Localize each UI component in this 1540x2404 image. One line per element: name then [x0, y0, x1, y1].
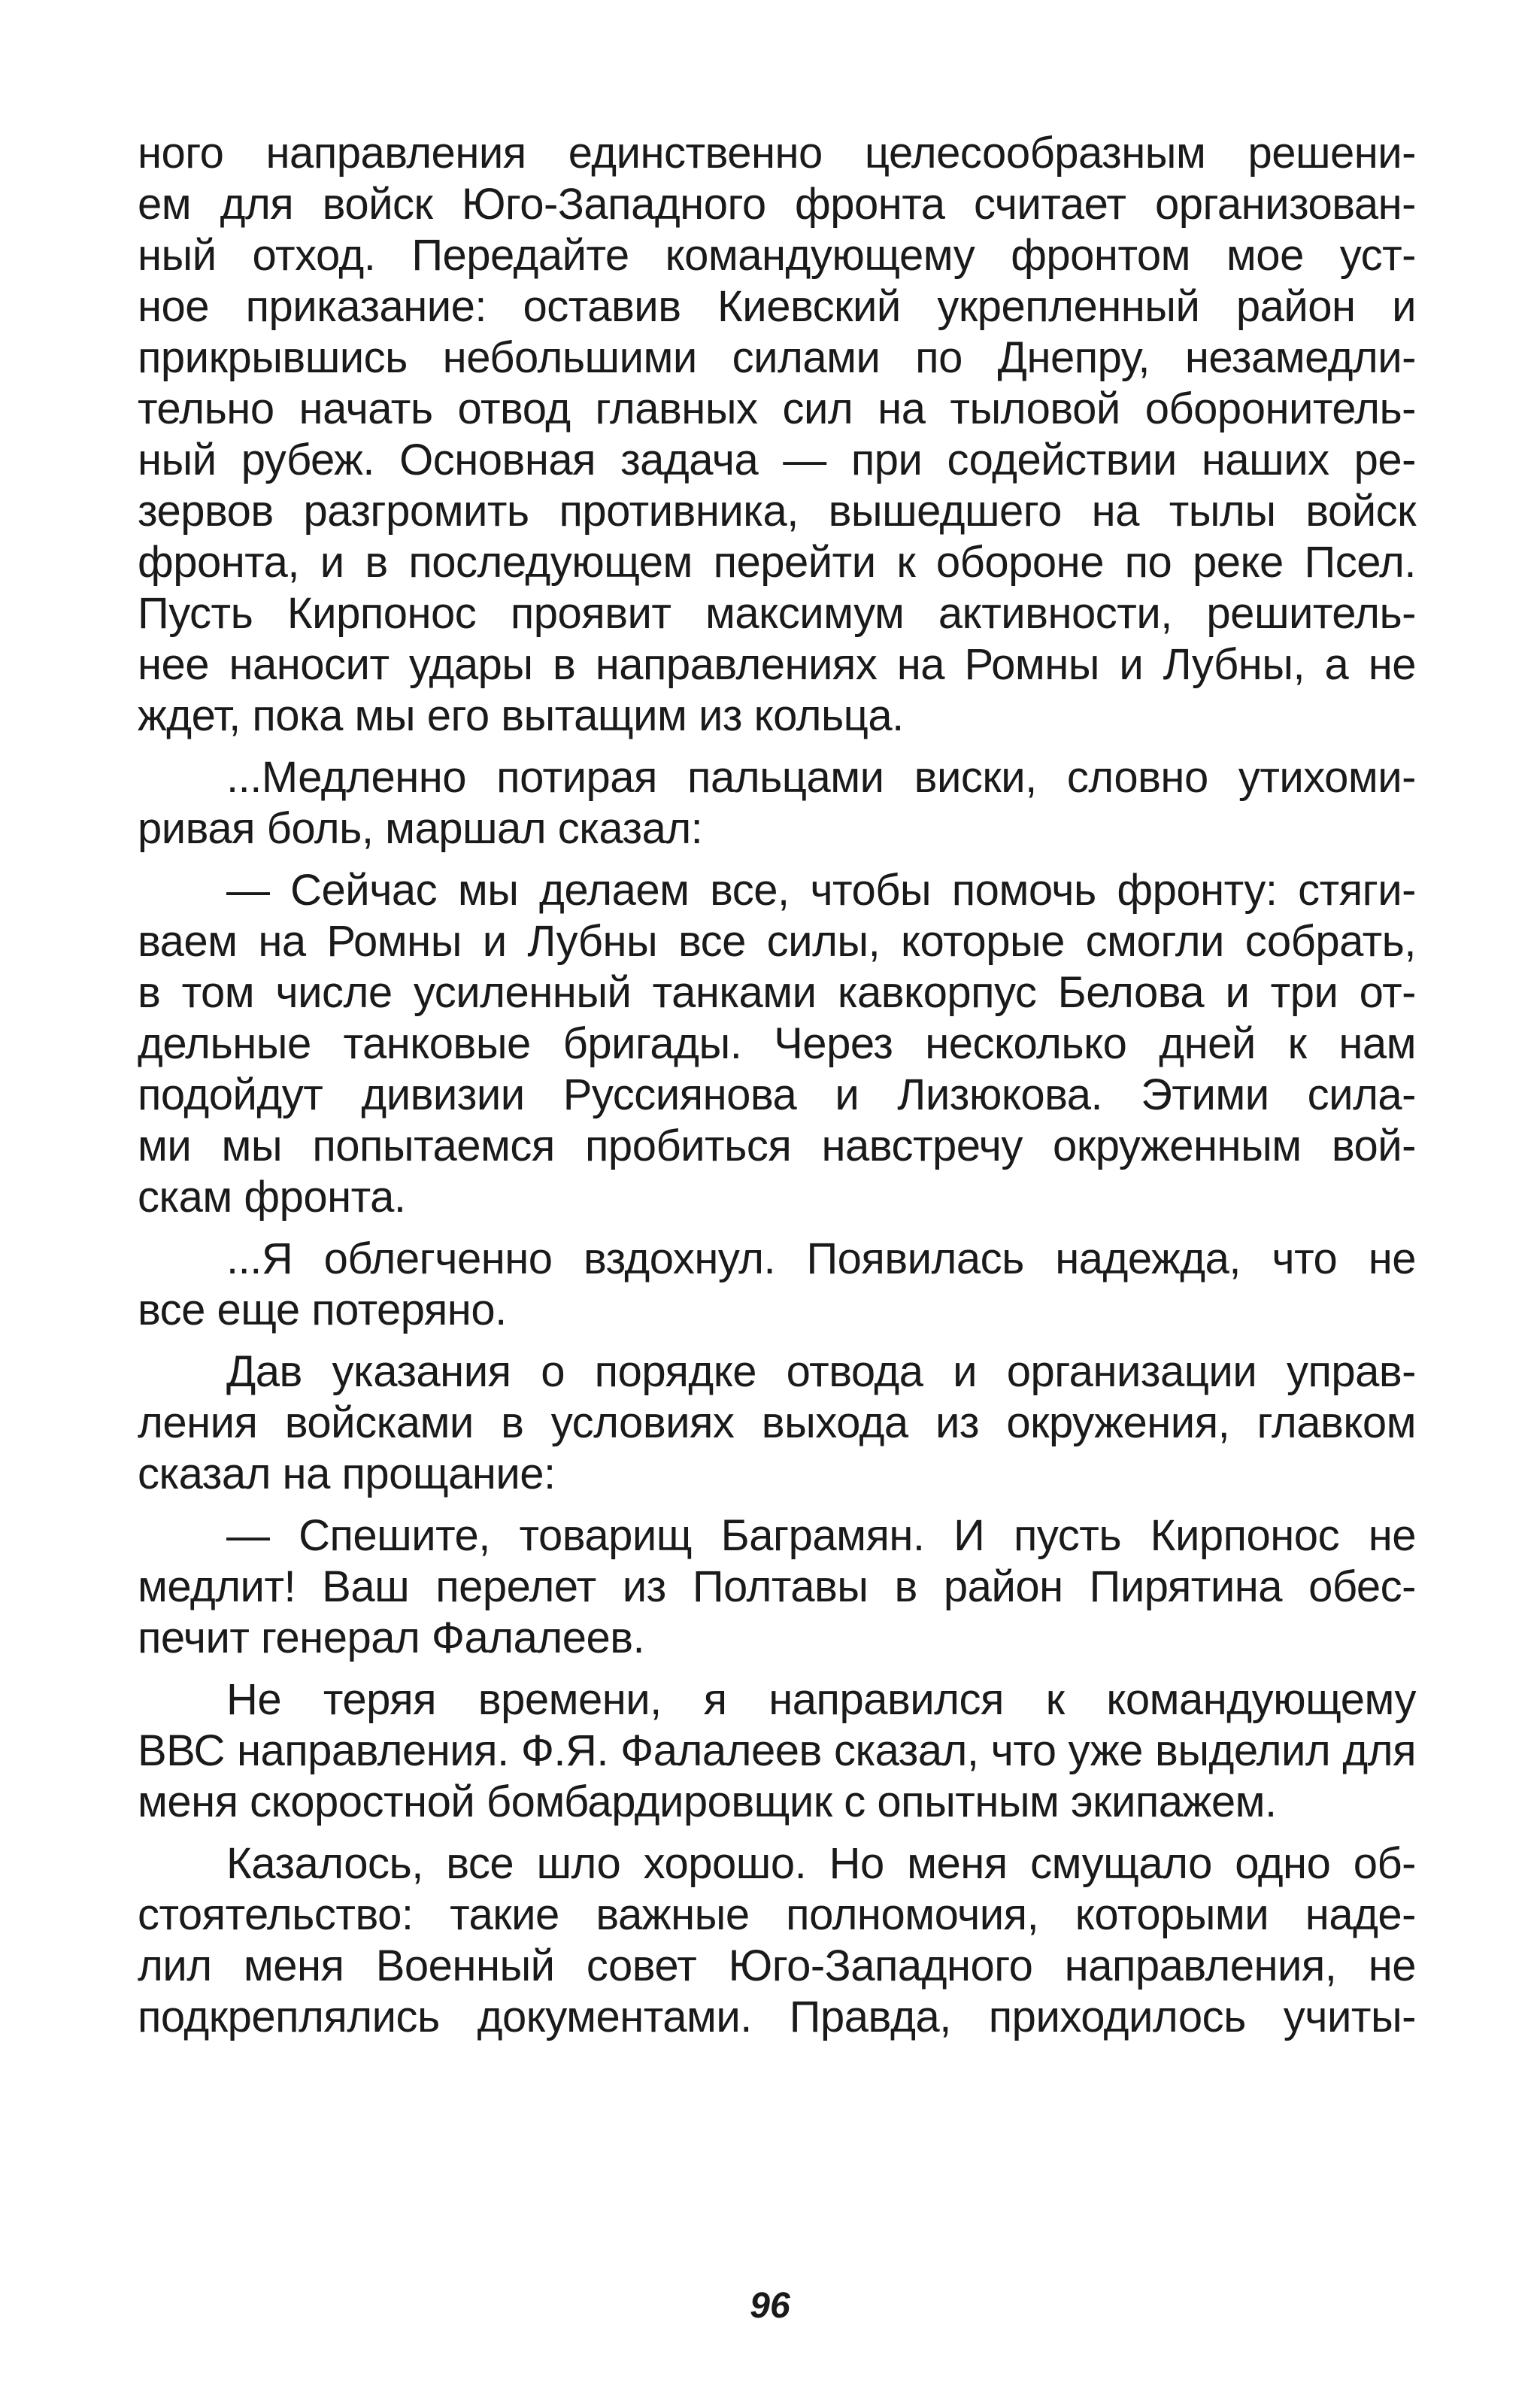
text-line: медлит! Ваш перелет из Полтавы в район Пирятина обес- — [138, 1562, 1416, 1611]
paragraph-gap — [138, 1664, 1416, 1674]
text-line: ваем на Ромны и Лубны все силы, которые смогли собрать, — [138, 917, 1416, 966]
text-line: все еще потеряно. — [138, 1285, 507, 1334]
text-line: ного направления единственно целесообразным решени- — [138, 129, 1416, 178]
text-line: ривая боль, маршал сказал: — [138, 804, 703, 853]
text-line: ный отход. Передайте командующему фронтом мое уст- — [138, 231, 1416, 280]
text-line: зервов разгромить противника, вышедшего на тылы войск — [138, 487, 1416, 536]
text-line: скам фронта. — [138, 1173, 406, 1222]
text-line: лил меня Военный совет Юго-Западного направления, не — [138, 1941, 1416, 1990]
text-line: подойдут дивизии Руссиянова и Лизюкова. Этими сила- — [138, 1070, 1416, 1119]
text-line: сказал на прощание: — [138, 1449, 556, 1498]
text-line: ления войсками в условиях выхода из окружения, главком — [138, 1398, 1416, 1447]
text-line: Дав указания о порядке отвода и организации управ- — [226, 1347, 1416, 1396]
text-line: прикрывшись небольшими силами по Днепру, незамедли- — [138, 333, 1416, 382]
text-line: ми мы попытаемся пробиться навстречу окруженным вой- — [138, 1122, 1416, 1170]
text-line: — Спешите, товарищ Баграмян. И пусть Кирпонос не — [226, 1511, 1416, 1560]
text-line: нее наносит удары в направлениях на Ромны и Лубны, а не — [138, 640, 1416, 689]
text-line: Казалось, все шло хорошо. Но меня смущало одно об- — [226, 1839, 1416, 1888]
paragraph-gap — [138, 742, 1416, 752]
text-line: в том числе усиленный танками кавкорпус Белова и три от- — [138, 968, 1416, 1017]
paragraph-gap — [138, 854, 1416, 865]
text-line: ный рубеж. Основная задача — при содействии наших ре- — [138, 436, 1416, 484]
text-line: ное приказание: оставив Киевский укрепленный район и — [138, 282, 1416, 331]
text-line: ...Я облегченно вздохнул. Появилась надежда, что не — [226, 1234, 1416, 1283]
paragraph-gap — [138, 1336, 1416, 1346]
text-line: Пусть Кирпонос проявит максимум активности, решитель- — [138, 589, 1416, 638]
text-line: стоятельство: такие важные полномочия, которыми наде- — [138, 1890, 1416, 1939]
text-line: дельные танковые бригады. Через несколько дней к нам — [138, 1019, 1416, 1068]
text-line: Не теряя времени, я направился к командующему — [226, 1675, 1416, 1724]
paragraph-gap — [138, 1223, 1416, 1234]
text-line: ...Медленно потирая пальцами виски, словно утихоми- — [226, 753, 1416, 802]
text-line: ждет, пока мы его вытащим из кольца. — [138, 691, 904, 740]
text-line: тельно начать отвод главных сил на тыловой оборонитель- — [138, 384, 1416, 433]
paragraph-gap — [138, 1828, 1416, 1838]
text-line: подкреплялись документами. Правда, приходилось учиты- — [138, 1993, 1416, 2041]
page-body — [138, 128, 1416, 2043]
text-line: ем для войск Юго-Западного фронта считает организован- — [138, 180, 1416, 229]
paragraph-gap — [138, 1500, 1416, 1510]
text-line: — Сейчас мы делаем все, чтобы помочь фронту: стяги- — [226, 866, 1416, 915]
text-line: ВВС направления. Ф.Я. Фалалеев сказал, что уже выделил для — [138, 1726, 1416, 1775]
text-line: меня скоростной бомбардировщик с опытным экипажем. — [138, 1777, 1277, 1826]
text-line: печит генерал Фалалеев. — [138, 1613, 645, 1662]
text-line: фронта, и в последующем перейти к обороне по реке Псел. — [138, 538, 1416, 587]
page-number: 96 — [750, 2286, 790, 2326]
